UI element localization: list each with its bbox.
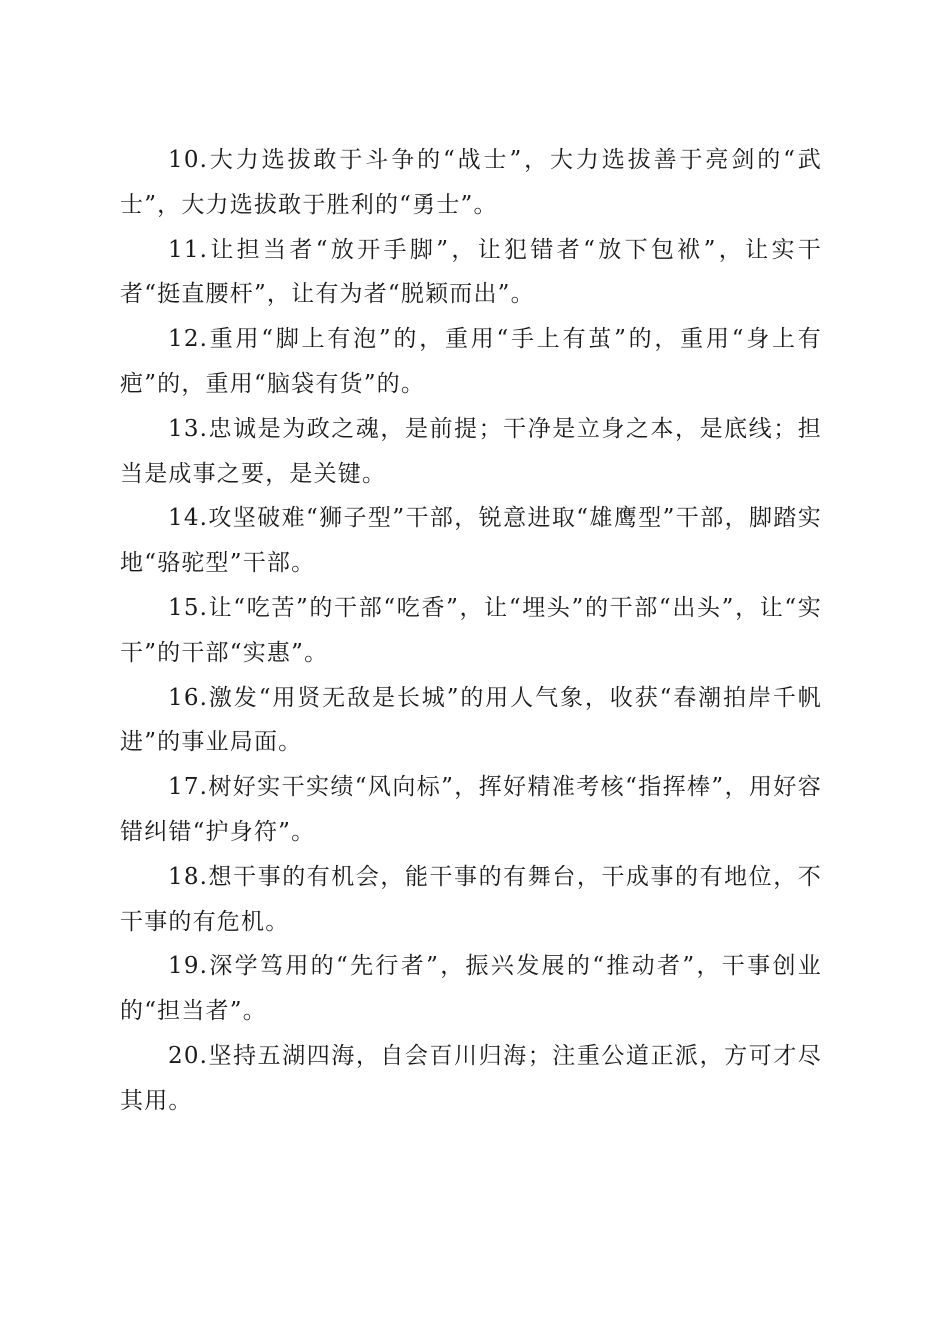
paragraph-14: 14.攻坚破难“狮子型”干部，锐意进取“雄鹰型”干部，脚踏实地“骆驼型”干部。: [120, 505, 822, 577]
paragraph-12: 12.重用“脚上有泡”的，重用“手上有茧”的，重用“身上有疤”的，重用“脑袋有货”的。: [120, 326, 822, 397]
paragraph-17: 17.树好实干实绩“风向标”，挥好精准考核“指挥棒”，用好容错纠错“护身符”。: [120, 774, 822, 845]
paragraph-13: 13.忠诚是为政之魂，是前提；干净是立身之本，是底线；担当是成事之要，是关键。: [120, 415, 822, 487]
document-body: [120, 138, 822, 1124]
paragraph-19: 19.深学笃用的“先行者”，振兴发展的“推动者”，干事创业的“担当者”。: [120, 953, 822, 1025]
paragraph-10: 10.大力选拔敢于斗争的“战士”，大力选拔善于亮剑的“武士”，大力选拔敢于胜利的“勇士”。: [120, 147, 822, 218]
paragraph-18: 18.想干事的有机会，能干事的有舞台，干成事的有地位，不干事的有危机。: [120, 863, 822, 935]
paragraph-20: 20.坚持五湖四海，自会百川归海；注重公道正派，方可才尽其用。: [120, 1042, 822, 1114]
paragraph-16: 16.激发“用贤无敌是长城”的用人气象，收获“春潮拍岸千帆进”的事业局面。: [120, 684, 822, 756]
paragraph-11: 11.让担当者“放开手脚”，让犯错者“放下包袱”，让实干者“挺直腰杆”，让有为者“脱颖而出”。: [120, 236, 822, 308]
paragraph-15: 15.让“吃苦”的干部“吃香”，让“埋头”的干部“出头”，让“实干”的干部“实惠”。: [120, 594, 822, 666]
